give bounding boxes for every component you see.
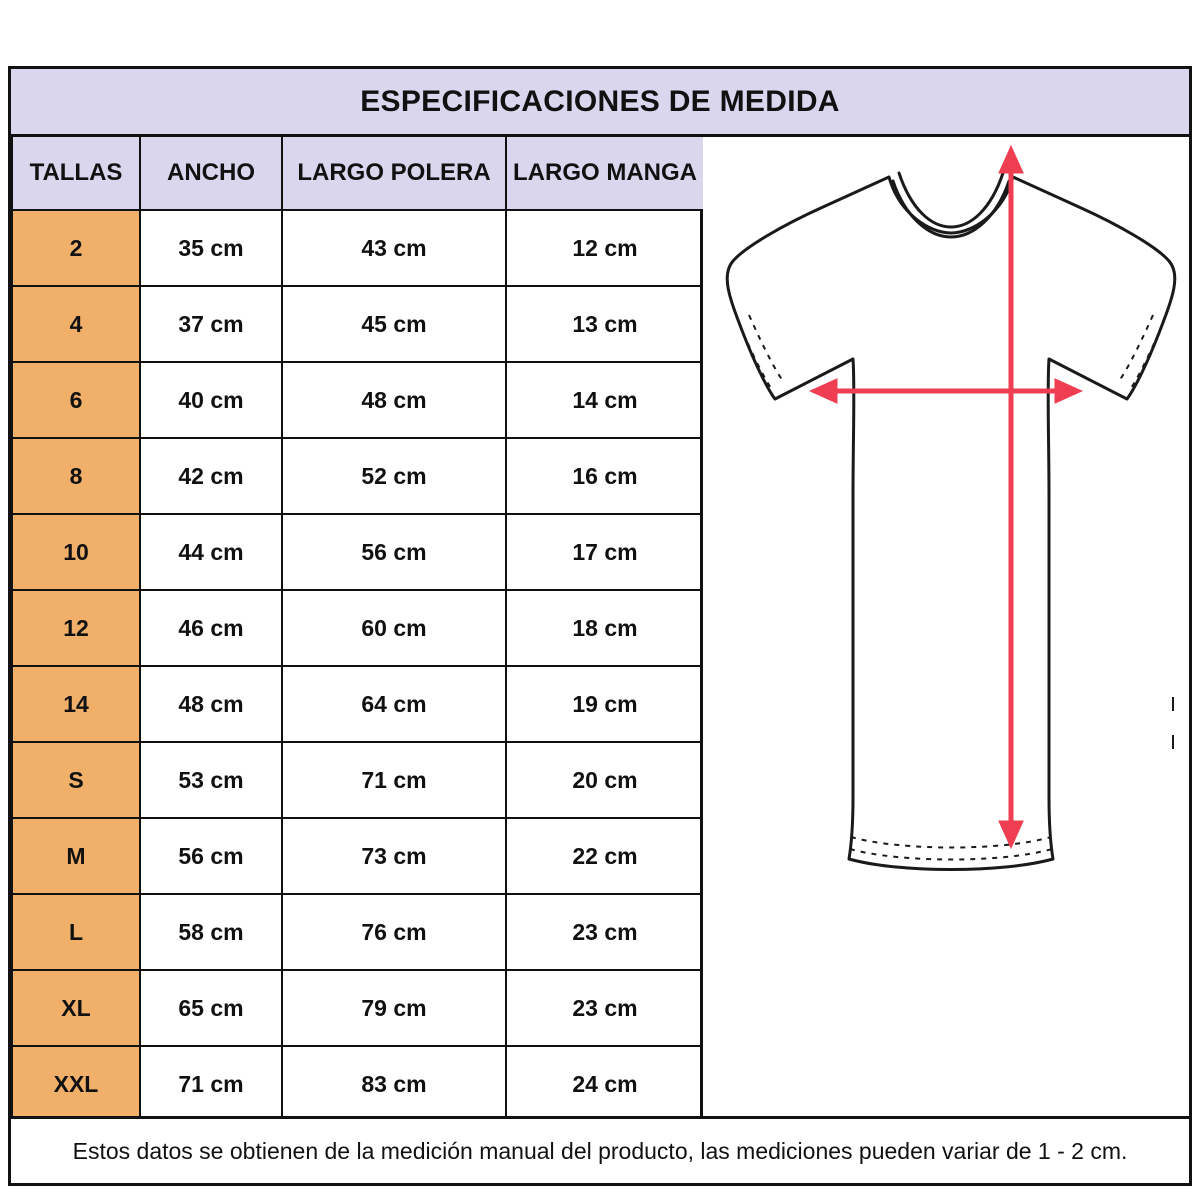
cell-size: M — [12, 818, 140, 894]
cell-largo-polera: 73 cm — [282, 818, 506, 894]
table-header-row — [12, 137, 704, 210]
cell-size: 14 — [12, 666, 140, 742]
cell-largo-manga: 20 cm — [506, 742, 704, 818]
cell-size: XL — [12, 970, 140, 1046]
shirt-illustration-pane — [703, 137, 1189, 1119]
cell-ancho: 56 cm — [140, 818, 282, 894]
cell-largo-manga: 22 cm — [506, 818, 704, 894]
cell-size: S — [12, 742, 140, 818]
cell-size: 4 — [12, 286, 140, 362]
table-row — [12, 1046, 704, 1122]
table-row — [12, 286, 704, 362]
cell-ancho: 48 cm — [140, 666, 282, 742]
measurements-table — [11, 137, 705, 1123]
cell-largo-polera: 60 cm — [282, 590, 506, 666]
cell-largo-polera: 48 cm — [282, 362, 506, 438]
cell-largo-manga: 16 cm — [506, 438, 704, 514]
cell-largo-manga: 23 cm — [506, 970, 704, 1046]
cell-size: 2 — [12, 210, 140, 286]
cell-size: 6 — [12, 362, 140, 438]
t-shirt-diagram — [703, 137, 1189, 1119]
cell-largo-polera: 79 cm — [282, 970, 506, 1046]
table-row — [12, 742, 704, 818]
cell-largo-polera: 43 cm — [282, 210, 506, 286]
cell-ancho: 65 cm — [140, 970, 282, 1046]
cell-largo-manga: 17 cm — [506, 514, 704, 590]
cell-ancho: 53 cm — [140, 742, 282, 818]
chart-body — [11, 137, 1189, 1119]
cell-ancho: 40 cm — [140, 362, 282, 438]
column-header-largo-manga: LARGO MANGA — [506, 137, 704, 210]
cell-ancho: 35 cm — [140, 210, 282, 286]
cell-largo-manga: 14 cm — [506, 362, 704, 438]
cell-ancho: 42 cm — [140, 438, 282, 514]
cell-ancho: 44 cm — [140, 514, 282, 590]
cell-ancho: 37 cm — [140, 286, 282, 362]
cell-largo-manga: 18 cm — [506, 590, 704, 666]
cell-largo-manga: 24 cm — [506, 1046, 704, 1122]
cell-size: XXL — [12, 1046, 140, 1122]
column-header-tallas: TALLAS — [12, 137, 140, 210]
table-row — [12, 970, 704, 1046]
table-row — [12, 894, 704, 970]
cell-size: 10 — [12, 514, 140, 590]
cell-ancho: 71 cm — [140, 1046, 282, 1122]
cell-largo-manga: 23 cm — [506, 894, 704, 970]
table-row — [12, 438, 704, 514]
cell-largo-polera: 64 cm — [282, 666, 506, 742]
cell-size: 8 — [12, 438, 140, 514]
table-row — [12, 590, 704, 666]
cell-largo-polera: 71 cm — [282, 742, 506, 818]
cell-largo-manga: 12 cm — [506, 210, 704, 286]
page-title: ESPECIFICACIONES DE MEDIDA — [360, 84, 840, 118]
table-row — [12, 362, 704, 438]
footer-note — [11, 1116, 1189, 1183]
cell-ancho: 58 cm — [140, 894, 282, 970]
cell-largo-polera: 76 cm — [282, 894, 506, 970]
size-chart-sheet — [8, 66, 1192, 1186]
cell-largo-polera: 83 cm — [282, 1046, 506, 1122]
cell-size: L — [12, 894, 140, 970]
column-header-ancho: ANCHO — [140, 137, 282, 210]
cell-size: 12 — [12, 590, 140, 666]
cell-largo-polera: 45 cm — [282, 286, 506, 362]
table-row — [12, 818, 704, 894]
cell-ancho: 46 cm — [140, 590, 282, 666]
table-row — [12, 666, 704, 742]
column-header-largo-polera: LARGO POLERA — [282, 137, 506, 210]
measurements-table-pane — [11, 137, 703, 1119]
chart-title-bar — [11, 69, 1189, 137]
table-row — [12, 514, 704, 590]
cell-largo-manga: 13 cm — [506, 286, 704, 362]
cell-largo-manga: 19 cm — [506, 666, 704, 742]
cell-largo-polera: 52 cm — [282, 438, 506, 514]
cell-largo-polera: 56 cm — [282, 514, 506, 590]
table-row — [12, 210, 704, 286]
footer-note-text: Estos datos se obtienen de la medición manual del producto, las mediciones pueden variar de 1 - 2 cm. — [72, 1137, 1128, 1164]
